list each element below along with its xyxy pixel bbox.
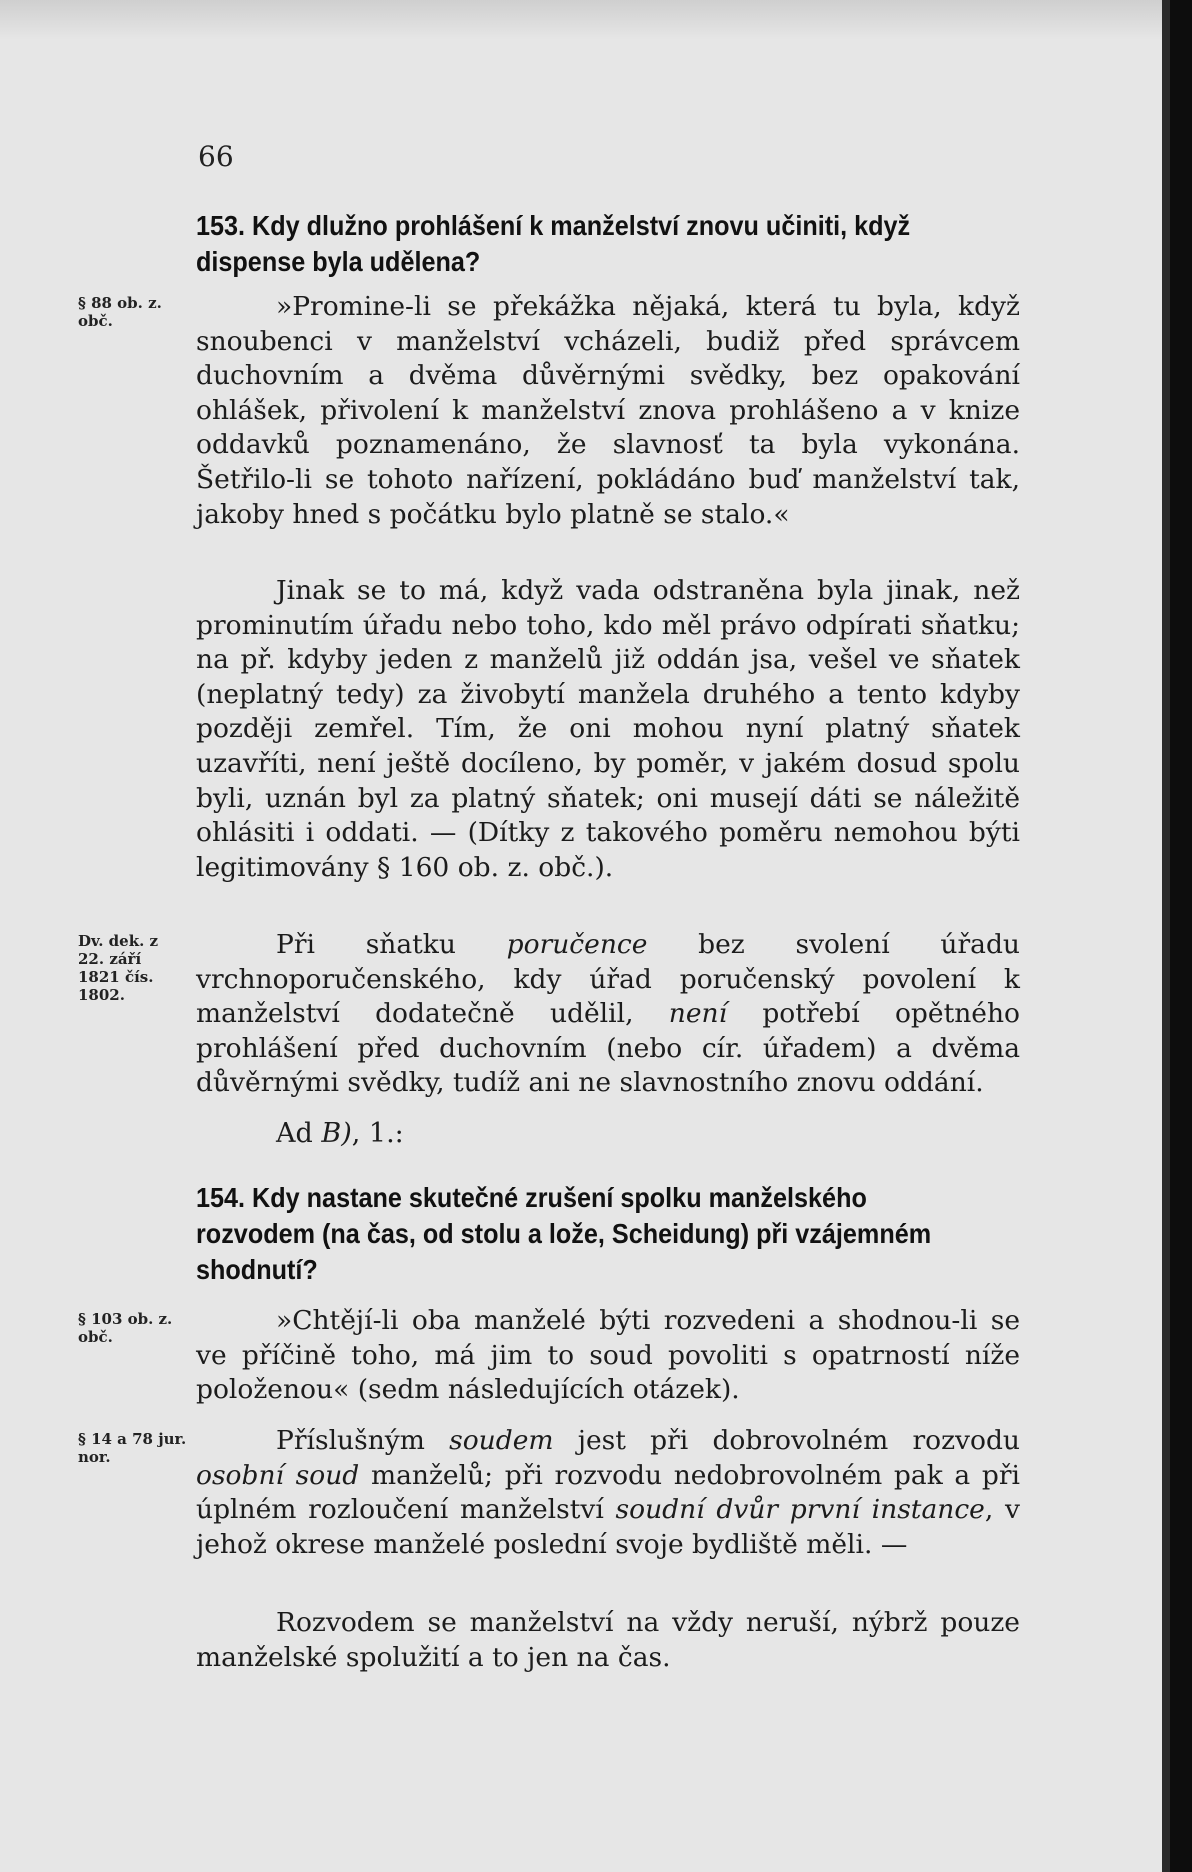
margin-reference-154-b: § 14 a 78 jur. nor. <box>78 1430 187 1466</box>
quote-text: »Promine-li se překážka nějaká, která tu byla, když snoubenci v manželství vcházeli, budiž před správcem duchovním a dvěma důvěrnými svědky, bez opakování ohlášek, přivolení k manželství znova prohlášeno a v knize oddavků poznamenáno, že slavnosť ta byla vykonána. Šetřilo-li se tohoto nařízení, pokládáno buď manželství tak, jakoby hned s počátku bylo platně se stalo.« <box>196 291 1020 530</box>
emphasis-poruecence: poručence <box>506 929 648 960</box>
emphasis-osobni-soud: osobní soud <box>196 1459 360 1491</box>
section-154-heading: 154. Kdy nastane skutečné zrušení spolku manželského rozvodem (na čas, od stolu a lože, Scheidung) při vzájemném shodnutí? <box>196 1182 932 1285</box>
paragraph-text-b: jest při dobrovolném rozvodu <box>553 1425 1020 1456</box>
ad-suffix: , 1.: <box>351 1118 404 1149</box>
section-153-quote <box>196 290 1020 532</box>
paragraph-text-d: , v jehož okrese manželé poslední svoje bydliště měli. — <box>196 1494 1020 1560</box>
emphasis-soudni-dvur: soudní dvůr první instance <box>615 1494 985 1526</box>
emphasis-neni: není <box>668 998 728 1030</box>
paragraph-text: Rozvodem se manželství na vždy neruší, nýbrž pouze manželské spolužití a to jen na čas. <box>196 1607 1020 1673</box>
paragraph-text-b: bez svolení úřadu vrchnoporučenského, kdy úřad poručenský povolení k manželství dodatečně udělil, <box>196 929 1020 1030</box>
margin-reference-153-a: § 88 ob. z. obč. <box>78 294 162 330</box>
paragraph-text: Jinak se to má, když vada odstraněna byla jinak, než prominutím úřadu nebo toho, kdo měl právo odpírati sňatku; na př. kdyby jeden z manželů již oddán jsa, vešel ve sňatek (neplatný tedy) za živobytí manžela druhého a tento kdyby později zemřel. Tím, že oni mohou nyní platný sňatek uzavříti, není ještě docíleno, by poměr, v jakém dosud spolu byli, uznán byl za platný sňatek; oni musejí dáti se náležitě ohlásiti i oddati. — (Dítky z takového poměru nemohou býti legitimovány § 160 ob. z. obč.). <box>196 575 1020 883</box>
margin-reference-153-b: Dv. dek. z 22. září 1821 čís. 1802. <box>78 932 159 1004</box>
section-154-quote <box>196 1304 1020 1408</box>
emphasis-soudem: soudem <box>449 1425 554 1456</box>
paragraph-text-a: Při sňatku <box>276 929 507 960</box>
page-number: 66 <box>198 140 234 173</box>
ad-subheading <box>276 1118 404 1149</box>
page-binding-edge <box>1170 0 1192 1872</box>
paragraph-text-c: manželů; při rozvodu nedobrovolném pak a při úplném rozloučení manželství <box>196 1459 1020 1526</box>
section-153-paragraph-3 <box>196 928 1020 1101</box>
ad-letter: B) <box>321 1118 352 1149</box>
paragraph-text-c: potřebí opětného prohlášení před duchovním (nebo cír. úřadem) a dvěma důvěrnými svědky, tudíž ani ne slavnostního znovu oddání. <box>196 998 1020 1099</box>
page-top-shadow <box>0 0 1170 40</box>
section-153-heading: 153. Kdy dlužno prohlášení k manželství znovu učiniti, když dispense byla udělena? <box>196 210 911 277</box>
section-154-paragraph-3 <box>196 1606 1020 1675</box>
paragraph-text-a: Příslušným <box>276 1425 450 1456</box>
margin-reference-154-a: § 103 ob. z. obč. <box>78 1310 173 1346</box>
quote-text: »Chtějí-li oba manželé býti rozvedeni a shodnou-li se ve příčině toho, má jim to soud povoliti s opatrností níže položenou« (sedm následujících otázek). <box>196 1305 1020 1406</box>
section-153-paragraph-2 <box>196 574 1020 885</box>
ad-prefix: Ad <box>276 1118 322 1149</box>
section-154-paragraph-2 <box>196 1424 1020 1562</box>
